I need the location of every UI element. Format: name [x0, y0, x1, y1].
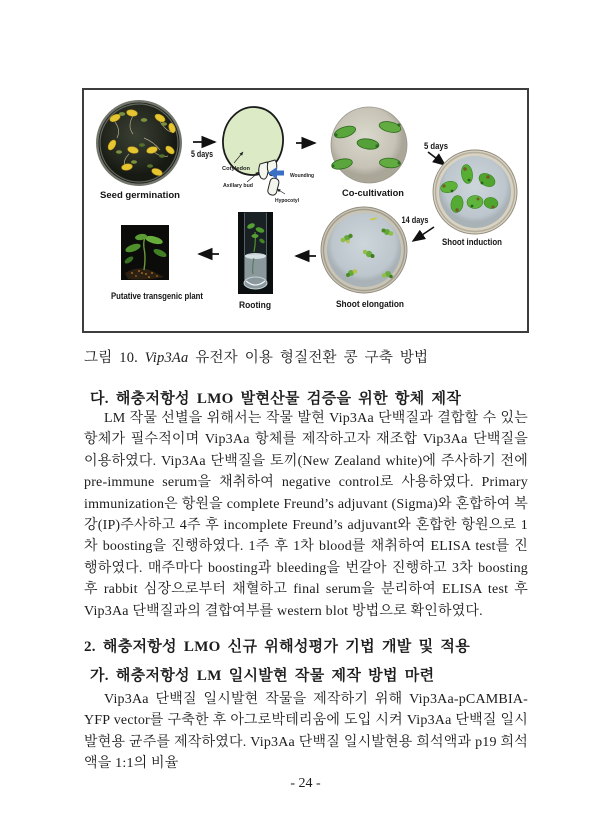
wounding-label: Wounding — [290, 173, 315, 179]
shoot-elongation-photo — [321, 207, 407, 310]
cotyledon-diagram — [220, 104, 315, 204]
co-cultivation-label: Co-cultivation — [342, 188, 405, 199]
figure-caption — [84, 346, 528, 367]
hypocotyl-leader-line — [277, 189, 285, 194]
cotyledon-label: Cotyledon — [222, 166, 251, 172]
seed-germination-label: Seed germination — [100, 190, 181, 201]
axillary-bud-label: Axillary bud — [223, 183, 254, 189]
hypocotyl-shape — [267, 177, 280, 196]
page-number: - 24 - — [290, 776, 321, 791]
shoot-elongation-label: Shoot elongation — [336, 299, 405, 310]
figure-caption-suffix: 유전자 이용 형질전환 콩 구축 방법 — [188, 350, 429, 366]
co-cultivation-photo — [331, 107, 407, 199]
flow-arrow-3 — [428, 152, 445, 165]
paragraph-antibody-production: LM 작물 선별을 위해서는 작물 발현 Vip3Aa 단백질과 결합할 수 있는 항체가 필수적이며 Vip3Aa 항체를 제작하고자 재조합 Vip3Aa 단백질을 이용하였다. Vip3Aa 단백질을 토끼(New Zealand white)에 주사하기 전에 pre-immune serum을 채취하여 negative control로 사용하였다. Primary immunization은 항원을 complete Freund’s adjuvant (Sigma)와 혼합하여 복강(IP)주사하고 4주 후 incomplete Freund’s adjuvant와 혼합한 항원으로 1차 boosting을 진행하였다. 1주 후 1차 blood를 채취하여 ELISA test를 진행하였다. 매주마다 boosting과 bleeding을 번갈아 진행하고 3차 boosting 후 rabbit 심장으로부터 채혈하고 final serum을 분리하여 ELISA test 후 Vip3Aa 단백질과의 결합여부를 western blot 방법으로 확인하였다. — [84, 411, 528, 619]
transformation-workflow-figure — [84, 90, 527, 331]
transgenic-plant-photo — [111, 225, 204, 302]
rooting-photo — [238, 212, 273, 311]
section-heading-2: 2. 해충저항성 LMO 신규 위해성평가 기법 개발 및 적용 — [84, 639, 470, 655]
rooting-label: Rooting — [239, 300, 272, 311]
figure-caption-prefix: 그림 10. — [84, 350, 145, 366]
hypocotyl-label: Hypocotyl — [275, 198, 300, 204]
duration-label-1: 5 days — [191, 149, 213, 160]
shoot-induction-label: Shoot induction — [442, 237, 503, 248]
flow-arrow-4 — [413, 227, 434, 241]
duration-label-2: 5 days — [424, 141, 448, 152]
figure-caption-gene-name: Vip3Aa — [144, 350, 189, 366]
section-heading-ga: 가. 해충저항성 LM 일시발현 작물 제작 방법 마련 — [90, 668, 435, 684]
duration-label-3: 14 days — [401, 215, 429, 226]
figure-10-diagram — [82, 88, 529, 333]
seed-germination-photo — [96, 100, 182, 201]
shoot-induction-photo — [433, 150, 517, 248]
putative-plant-label: Putative transgenic plant — [111, 291, 204, 302]
section-heading-da: 다. 해충저항성 LMO 발현산물 검증을 위한 항체 제작 — [90, 391, 462, 407]
paragraph-transient-expression: Vip3Aa 단백질 일시발현 작물을 제작하기 위해 Vip3Aa-pCAMBIA-YFP vector를 구축한 후 아그로박테리움에 도입 시켜 Vip3Aa 단백질 일시발현용 균주를 제작하였다. Vip3Aa 단백질 일시발현용 희석액과 p19 희석액을 1:1의 비율 — [84, 692, 528, 772]
